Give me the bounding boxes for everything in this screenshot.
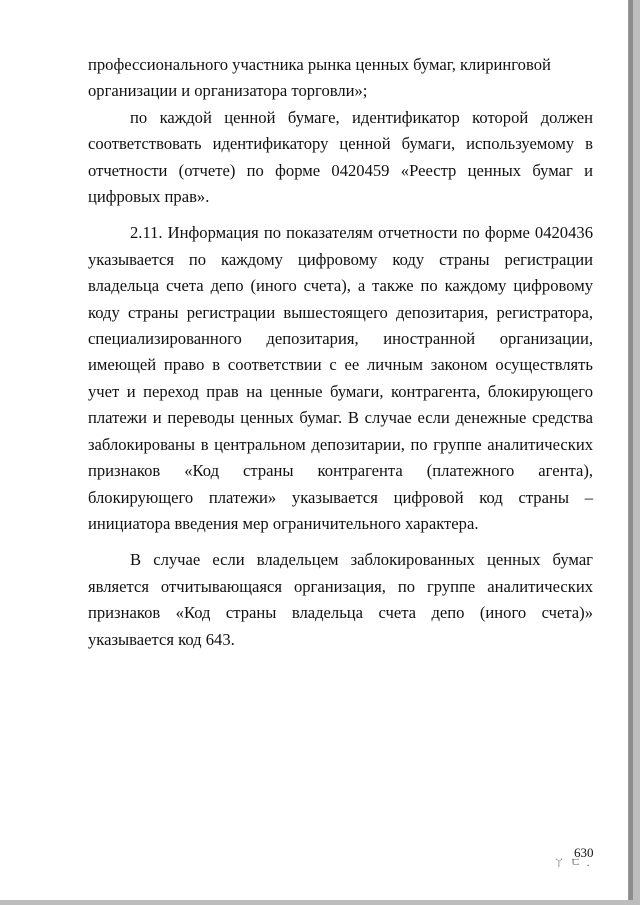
stamp-marks: ㄚ ㄷ .: [553, 855, 591, 869]
paragraph-security-identifier: по каждой ценной бумаге, идентификатор которой должен соответствовать идентификатору ценной бумаги, используемому в отчетности (отчете) по форме 0420459 «Реестр ценных бумаг и цифровых прав».: [88, 107, 593, 207]
document-body: [88, 52, 593, 653]
paragraph-blocked-securities: В случае если владельцем заблокированных ценных бумаг является отчитывающаяся организация, по группе аналитических признаков «Код страны владельца счета депо (иного счета)» указывается код 643.: [88, 550, 593, 649]
page-number: 630: [574, 845, 594, 860]
paragraph-continuation: профессионального участника рынка ценных бумаг, клиринговой организации и организатора торговли»;: [88, 55, 551, 101]
paragraph-2-11: 2.11. Информация по показателям отчетности по форме 0420436 указывается по каждому цифровому коду страны регистрации владельца счета депо (иного счета), а также по каждому цифровому коду страны регистрации вышестоящего депозитария, регистратора, специализированного депозитария, иностранной организации, имеющей право в соответствии с ее личным законом осуществлять учет и переход прав на ценные бумаги, контрагента, блокирующего платежи и переводы ценных бумаг. В случае если денежные средства заблокированы в центральном депозитарии, по группе аналитических признаков «Код страны контрагента (платежного агента), блокирующего платежи» указывается цифровой код страны – инициатора введения мер ограничительного характера.: [88, 223, 593, 533]
